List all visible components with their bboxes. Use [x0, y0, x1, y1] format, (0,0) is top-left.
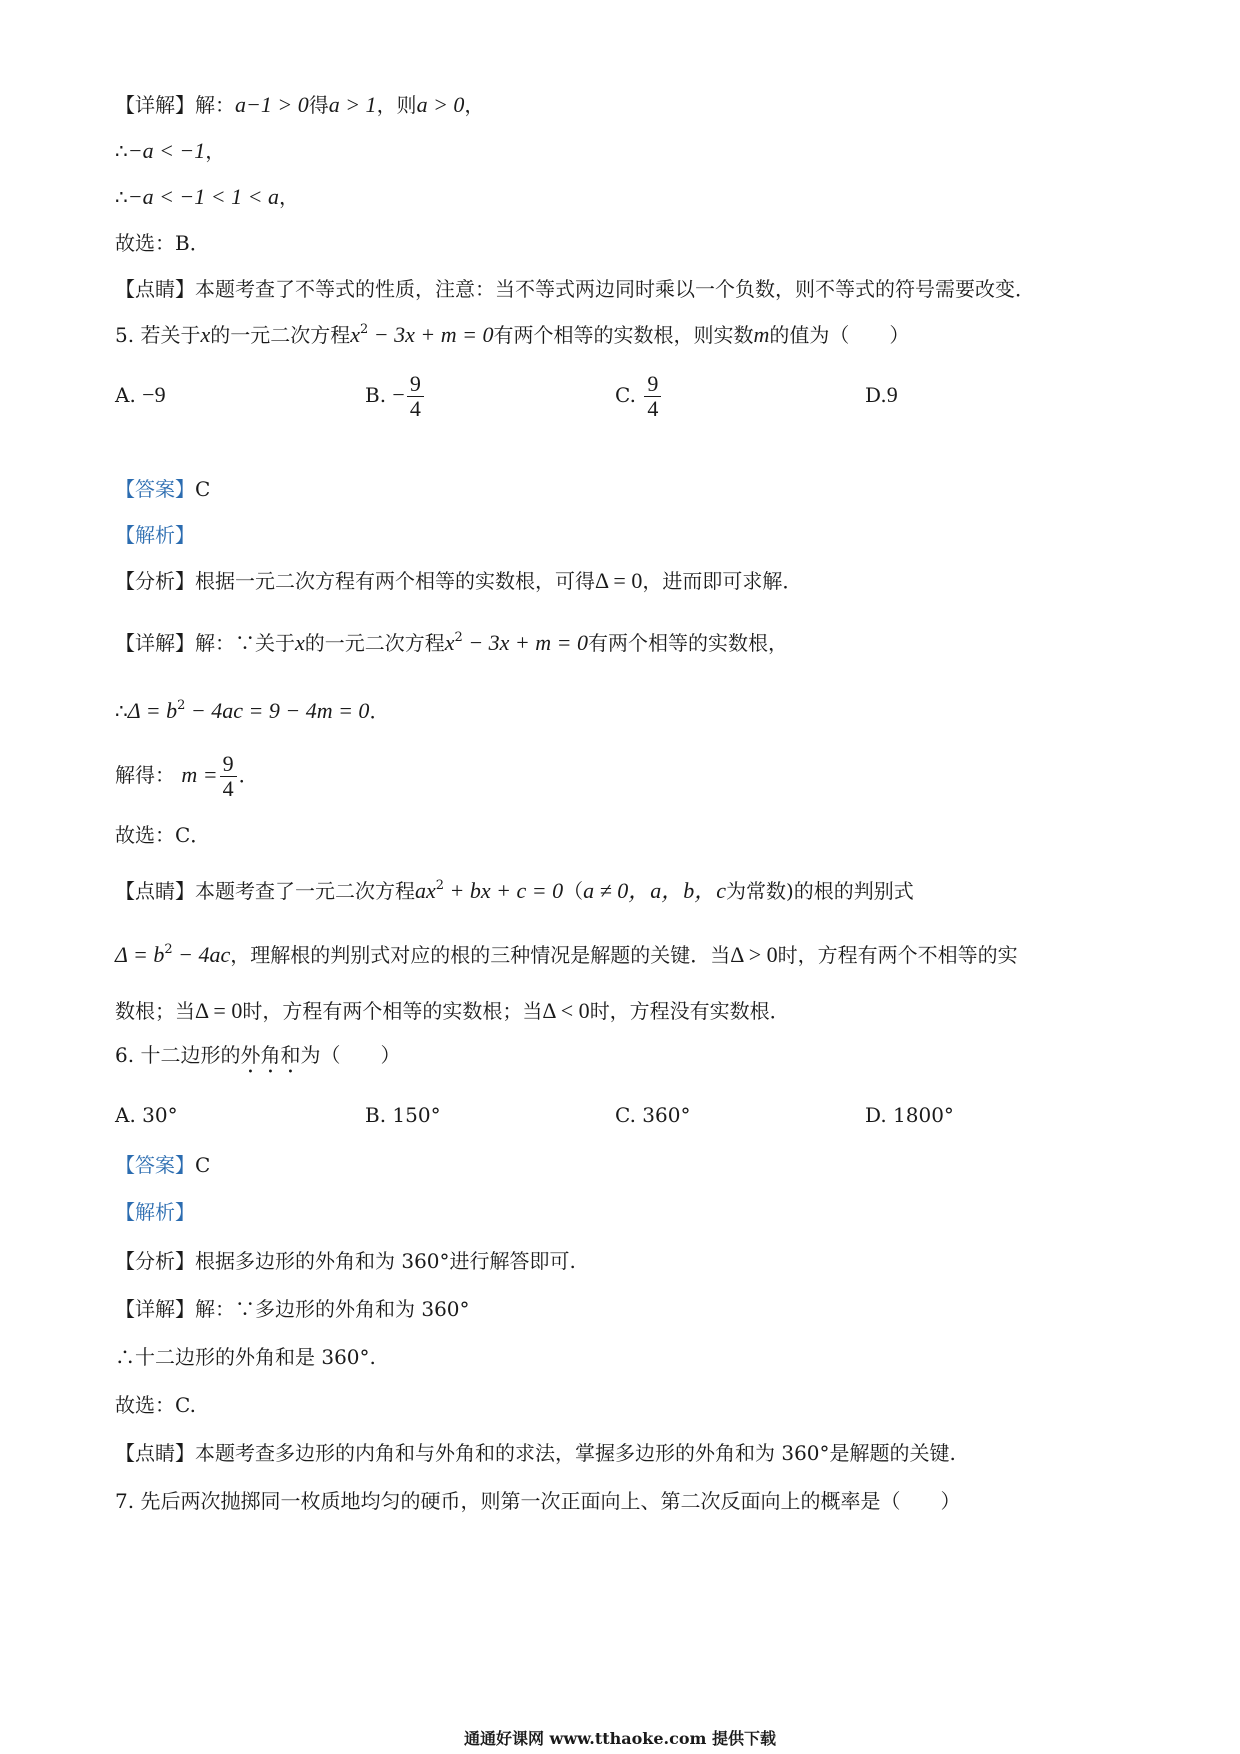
- q6-detail: 【详解】解：∵多边形的外角和为 360°: [115, 1297, 470, 1321]
- emphasis-dots: 外角和: [240, 1043, 301, 1067]
- q4-detail-line: 【详解】解：a−1 > 0得a > 1，则a > 0，: [115, 92, 485, 117]
- q4-choice: 故选：B．: [115, 231, 210, 255]
- fraction: $\frac{9}{4}$: [644, 372, 661, 421]
- q5-option-b: B. − $\frac{9}{4}$: [365, 365, 426, 425]
- q6-option-a: A. 30°: [115, 1103, 178, 1127]
- q6-choice: 故选：C.: [115, 1393, 196, 1417]
- q4-step2: ∴−a < −1 < 1 < a，: [115, 184, 299, 209]
- q5-solve: 解得： m = $\frac{9}{4}$ ．: [115, 751, 259, 801]
- fraction: $\frac{9}{4}$: [407, 372, 424, 421]
- q5-option-c: C. $\frac{9}{4}$: [615, 365, 663, 425]
- q6-option-b: B. 150°: [365, 1103, 441, 1127]
- q5-comment-line1: 【点睛】本题考查了一元二次方程$ax^2$ + bx + c = 0（a ≠ 0，a，b，c为常数)的根的判别式: [115, 878, 914, 903]
- q5-option-a: A. −9: [115, 382, 166, 407]
- page-footer: 通通好课网 www.tthaoke.com 提供下载: [463, 1729, 777, 1748]
- q5-stem: 5. 若关于x的一元二次方程$x^2 - 3x + m = 0$有两个相等的实数根，则实数m的值为（ ）: [115, 322, 910, 347]
- q5-choice: 故选：C．: [115, 823, 211, 847]
- q4-step1: ∴−a < −1，: [115, 138, 226, 163]
- q5-analysis-label: 【解析】: [115, 523, 195, 547]
- q6-answer: 【答案】C: [115, 1153, 211, 1177]
- q6-option-c: C. 360°: [615, 1103, 691, 1127]
- q6-comment: 【点睛】本题考查多边形的内角和与外角和的求法，掌握多边形的外角和为 360°是解题的关键.: [115, 1441, 956, 1465]
- q6-analysis: 【分析】根据多边形的外角和为 360°进行解答即可.: [115, 1249, 576, 1273]
- fraction: $\frac{9}{4}$: [220, 752, 237, 801]
- q5-detail: 【详解】解：∵关于x的一元二次方程$x^2 - 3x + m = 0$有两个相等的实数根，: [115, 630, 789, 655]
- q5-comment-line2: $\Delta = b^2 - 4ac$，理解根的判别式对应的根的三种情况是解题的关键．当Δ > 0时，方程有两个不相等的实: [115, 942, 1018, 967]
- q5-option-d: D.9: [865, 382, 898, 407]
- q4-comment: 【点睛】本题考查了不等式的性质，注意：当不等式两边同时乘以一个负数，则不等式的符号需要改变．: [115, 277, 1035, 301]
- q6-option-d: D. 1800°: [865, 1103, 954, 1127]
- q7-stem: 7. 先后两次抛掷同一枚质地均匀的硬币，则第一次正面向上、第二次反面向上的概率是（ ）: [115, 1489, 961, 1513]
- detail-bracket: 【详解】: [115, 93, 195, 117]
- q5-answer: 【答案】C: [115, 477, 211, 501]
- q5-comment-line3: 数根；当Δ = 0时，方程有两个相等的实数根；当Δ < 0时，方程没有实数根．: [115, 998, 790, 1023]
- q6-analysis-label: 【解析】: [115, 1200, 195, 1224]
- q5-analysis: 【分析】根据一元二次方程有两个相等的实数根，可得Δ = 0，进而即可求解．: [115, 568, 803, 593]
- q6-stem: 6. 十二边形的外角和为（ ）: [115, 1043, 401, 1067]
- q6-step: ∴十二边形的外角和是 360°.: [115, 1345, 376, 1369]
- q5-step: ∴Δ = $b^2 - 4ac = 9 - 4m = 0$．: [115, 698, 390, 723]
